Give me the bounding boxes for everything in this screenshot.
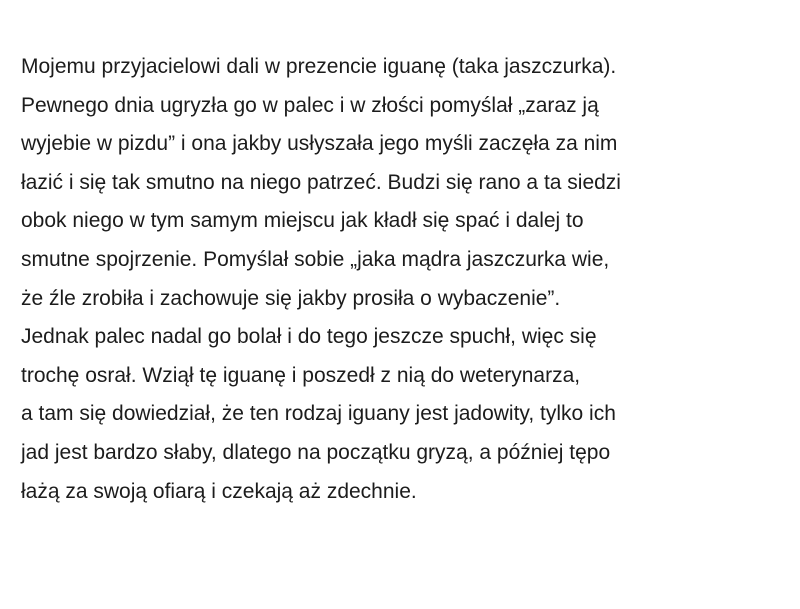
text-line: obok niego w tym samym miejscu jak kładł się spać i dalej to [21, 209, 584, 233]
text-line: smutne spojrzenie. Pomyślał sobie „jaka mądra jaszczurka wie, [21, 247, 610, 271]
post-text [21, 48, 791, 511]
text-line: łazić i się tak smutno na niego patrzeć. Budzi się rano a ta siedzi [21, 170, 621, 194]
text-line: że źle zrobiła i zachowuje się jakby prosiła o wybaczenie”. [21, 286, 561, 310]
text-line: Pewnego dnia ugryzła go w palec i w złości pomyślał „zaraz ją [21, 93, 599, 117]
text-line: a tam się dowiedział, że ten rodzaj iguany jest jadowity, tylko ich [21, 402, 616, 426]
text-line: łażą za swoją ofiarą i czekają aż zdechnie. [21, 479, 417, 503]
text-line: Jednak palec nadal go bolał i do tego jeszcze spuchł, więc się [21, 325, 597, 349]
text-line: Mojemu przyjacielowi dali w prezencie iguanę (taka jaszczurka). [21, 55, 617, 78]
text-line: jad jest bardzo słaby, dlatego na początku gryzą, a później tępo [21, 440, 611, 464]
text-line: trochę osrał. Wziął tę iguanę i poszedł z nią do weterynarza, [21, 363, 581, 387]
text-line: wyjebie w pizdu” i ona jakby usłyszała jego myśli zaczęła za nim [21, 132, 618, 156]
